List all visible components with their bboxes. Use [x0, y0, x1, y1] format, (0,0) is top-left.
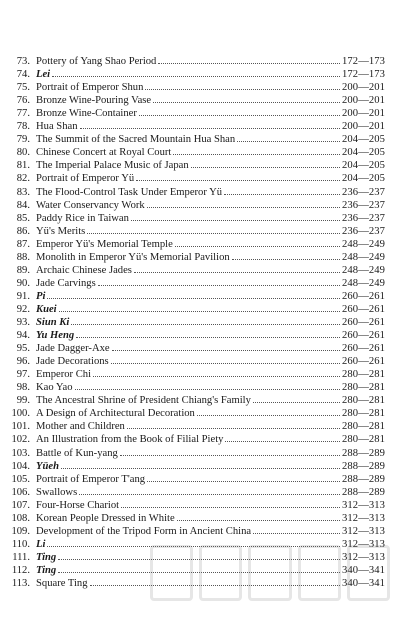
entry-pages: 312—313	[342, 551, 386, 563]
entry-number: 103.	[11, 447, 30, 459]
entry-title-wrap	[36, 394, 340, 407]
entry-title: Bronze Wine-Container	[36, 108, 137, 120]
dot-leader	[197, 407, 340, 416]
list-item	[0, 251, 412, 264]
entry-pages: 340—341	[342, 564, 386, 576]
entry-number: 81.	[16, 160, 30, 172]
entry-number: 95.	[16, 343, 30, 355]
entry-title-wrap	[36, 290, 340, 303]
entry-title-wrap	[36, 68, 340, 81]
dot-leader	[71, 316, 340, 325]
entry-title-wrap	[36, 433, 340, 446]
entry-title-wrap	[36, 159, 340, 172]
entry-pages: 200—201	[342, 95, 386, 107]
list-item	[0, 486, 412, 499]
entry-number: 83.	[16, 186, 30, 198]
entry-pages: 288—289	[342, 486, 386, 498]
entry-title-wrap	[36, 420, 340, 433]
list-item	[0, 68, 412, 81]
dot-leader	[93, 368, 340, 377]
list-item	[0, 381, 412, 394]
entry-title: Swallows	[36, 486, 78, 498]
dot-leader	[79, 486, 340, 495]
entry-title-wrap	[36, 316, 340, 329]
entry-title: Kao Yao	[36, 382, 73, 394]
list-item	[0, 277, 412, 290]
entry-title-wrap	[36, 94, 340, 107]
entry-number: 86.	[16, 225, 30, 237]
entry-title: Square Ting	[36, 578, 88, 589]
entry-pages: 204—205	[342, 160, 386, 172]
entry-number: 99.	[16, 395, 30, 407]
list-item	[0, 329, 412, 342]
entry-number: 97.	[16, 369, 30, 381]
list-item	[0, 172, 412, 185]
list-item	[0, 81, 412, 94]
watermark-glyph	[150, 545, 193, 601]
dot-leader	[225, 433, 340, 442]
entry-title: Jade Dagger-Axe	[36, 343, 110, 355]
entry-pages: 200—201	[342, 108, 386, 120]
entry-number: 102.	[11, 434, 30, 446]
entry-title: The Imperial Palace Music of Japan	[36, 160, 189, 172]
entry-title: Monolith in Emperor Yü's Memorial Pavilion	[36, 251, 230, 263]
entry-number: 90.	[16, 277, 30, 289]
entry-title-wrap	[36, 120, 340, 133]
entry-number: 104.	[11, 460, 30, 472]
entry-title-wrap	[36, 133, 340, 146]
entry-title: Yüeh	[36, 460, 59, 472]
entry-title: Korean People Dressed in White	[36, 512, 175, 524]
dot-leader	[232, 251, 340, 260]
dot-leader	[98, 277, 340, 286]
entry-number: 76.	[16, 95, 30, 107]
entry-title: Jade Decorations	[36, 356, 109, 368]
entry-title-wrap	[36, 329, 340, 342]
list-item	[0, 264, 412, 277]
entry-number: 108.	[11, 512, 30, 524]
entry-number: 94.	[16, 330, 30, 342]
list-item	[0, 394, 412, 407]
entry-title: Water Conservancy Work	[36, 199, 145, 211]
dot-leader	[80, 120, 341, 129]
entry-title-wrap	[36, 199, 340, 212]
entry-title-wrap	[36, 460, 340, 473]
dot-leader	[127, 420, 340, 429]
entry-pages: 288—289	[342, 473, 386, 485]
dot-leader	[224, 186, 340, 195]
entry-title-wrap	[36, 447, 340, 460]
dot-leader	[139, 107, 340, 116]
entry-title: Portrait of Emperor Shun	[36, 82, 144, 94]
list-item	[0, 512, 412, 525]
entry-title: The Flood-Control Task Under Emperor Yü	[36, 186, 223, 198]
entry-number: 85.	[16, 212, 30, 224]
entry-number: 113.	[11, 578, 30, 589]
entry-title-wrap	[36, 251, 340, 264]
dot-leader	[121, 499, 340, 508]
entry-title: Ting	[36, 564, 57, 576]
dot-leader	[134, 264, 340, 273]
list-item	[0, 107, 412, 120]
entry-number: 109.	[11, 525, 30, 537]
entry-pages: 312—313	[342, 525, 386, 537]
entry-pages: 172—173	[342, 56, 386, 67]
entry-number: 110.	[11, 538, 30, 550]
entry-pages: 288—289	[342, 460, 386, 472]
entry-title: Pottery of Yang Shao Period	[36, 56, 157, 67]
entry-pages: 200—201	[342, 121, 386, 133]
list-item	[0, 460, 412, 473]
entry-title-wrap	[36, 407, 340, 420]
dot-leader	[75, 381, 341, 390]
entry-title: Yu Heng	[36, 330, 75, 342]
list-item	[0, 473, 412, 486]
entry-title-wrap	[36, 381, 340, 394]
entry-pages: 280—281	[342, 382, 386, 394]
dot-leader	[191, 159, 340, 168]
entry-pages: 172—173	[342, 69, 386, 81]
list-item	[0, 225, 412, 238]
entry-pages: 280—281	[342, 369, 386, 381]
list-item	[0, 447, 412, 460]
list-item	[0, 355, 412, 368]
entry-title-wrap	[36, 303, 340, 316]
entry-title: Emperor Chi	[36, 369, 92, 381]
entry-pages: 260—261	[342, 303, 386, 315]
dot-leader	[158, 55, 340, 64]
entry-title: A Design of Architectural Decoration	[36, 408, 195, 420]
dot-leader	[112, 342, 340, 351]
dot-leader	[52, 68, 340, 77]
entry-pages: 236—237	[342, 212, 386, 224]
watermark-glyph	[199, 545, 242, 601]
entry-title-wrap	[36, 186, 340, 199]
list-item	[0, 368, 412, 381]
entry-pages: 260—261	[342, 343, 386, 355]
list-item	[0, 342, 412, 355]
list-item	[0, 146, 412, 159]
list-item	[0, 433, 412, 446]
dot-leader	[177, 512, 340, 521]
entry-pages: 236—237	[342, 225, 386, 237]
list-item	[0, 420, 412, 433]
entry-title: Portrait of Emperor T'ang	[36, 473, 146, 485]
entry-pages: 280—281	[342, 421, 386, 433]
entry-number: 100.	[11, 408, 30, 420]
entry-number: 87.	[16, 238, 30, 250]
entry-title-wrap	[36, 238, 340, 251]
entry-pages: 312—313	[342, 538, 386, 550]
entry-number: 79.	[16, 134, 30, 146]
dot-leader	[47, 290, 340, 299]
entry-title: Pi	[36, 290, 46, 302]
list-item	[0, 407, 412, 420]
entry-pages: 260—261	[342, 290, 386, 302]
list-item	[0, 316, 412, 329]
entry-number: 74.	[16, 69, 30, 81]
entry-title: Lei	[36, 69, 51, 81]
entry-number: 112.	[11, 564, 30, 576]
entry-title: The Ancestral Shrine of President Chiang's Family	[36, 395, 251, 407]
entry-pages: 248—249	[342, 277, 386, 289]
entry-title-wrap	[36, 81, 340, 94]
dot-leader	[147, 473, 340, 482]
entry-title: Siun Ki	[36, 317, 70, 328]
entry-title: Paddy Rice in Taiwan	[36, 212, 129, 224]
entry-pages: 280—281	[342, 395, 386, 407]
entry-title: Bronze Wine-Pouring Vase	[36, 95, 152, 107]
entry-pages: 280—281	[342, 408, 386, 420]
entry-number: 88.	[16, 251, 30, 263]
dot-leader	[153, 94, 340, 103]
entry-number: 105.	[11, 473, 30, 485]
entry-title-wrap	[36, 512, 340, 525]
watermark	[150, 545, 390, 605]
entry-title-wrap	[36, 146, 340, 159]
entry-title-wrap	[36, 55, 340, 68]
entry-title: The Summit of the Sacred Mountain Hua Shan	[36, 134, 236, 146]
entry-pages: 280—281	[342, 434, 386, 446]
entry-title: Archaic Chinese Jades	[36, 264, 132, 276]
dot-leader	[59, 303, 340, 312]
entry-pages: 260—261	[342, 356, 386, 368]
entry-number: 80.	[16, 147, 30, 159]
entry-title: Four-Horse Chariot	[36, 499, 120, 511]
entry-pages: 340—341	[342, 578, 386, 589]
dot-leader	[147, 199, 340, 208]
entry-title: Li	[36, 538, 46, 550]
entry-number: 82.	[16, 173, 30, 185]
dot-leader	[111, 355, 340, 364]
entry-title-wrap	[36, 264, 340, 277]
entry-pages: 288—289	[342, 447, 386, 459]
entry-number: 101.	[11, 421, 30, 433]
list-item	[0, 55, 412, 68]
entry-title-wrap	[36, 212, 340, 225]
dot-leader	[253, 525, 340, 534]
dot-leader	[120, 447, 340, 456]
entry-pages: 204—205	[342, 173, 386, 185]
entry-pages: 204—205	[342, 147, 386, 159]
entry-number: 78.	[16, 121, 30, 133]
entry-number: 96.	[16, 356, 30, 368]
dot-leader	[136, 172, 340, 181]
entry-pages: 204—205	[342, 134, 386, 146]
entry-pages: 260—261	[342, 317, 386, 328]
entry-number: 106.	[11, 486, 30, 498]
list-item	[0, 212, 412, 225]
entry-number: 92.	[16, 303, 30, 315]
dot-leader	[61, 460, 340, 469]
dot-leader	[237, 133, 340, 142]
entry-title: Jade Carvings	[36, 277, 96, 289]
list-item	[0, 238, 412, 251]
entry-title-wrap	[36, 486, 340, 499]
entry-title-wrap	[36, 172, 340, 185]
entry-title-wrap	[36, 342, 340, 355]
entry-number: 91.	[16, 290, 30, 302]
entry-title: Hua Shan	[36, 121, 78, 133]
entry-number: 77.	[16, 108, 30, 120]
entry-pages: 248—249	[342, 264, 386, 276]
entry-pages: 260—261	[342, 330, 386, 342]
entry-title-wrap	[36, 277, 340, 290]
entry-number: 111.	[12, 551, 30, 563]
entry-title: Battle of Kun-yang	[36, 447, 118, 459]
entry-title-wrap	[36, 368, 340, 381]
list-item	[0, 186, 412, 199]
dot-leader	[173, 146, 340, 155]
entry-title-wrap	[36, 225, 340, 238]
entry-number: 89.	[16, 264, 30, 276]
list-item	[0, 199, 412, 212]
list-item	[0, 525, 412, 538]
entry-number: 107.	[11, 499, 30, 511]
entry-number: 75.	[16, 82, 30, 94]
entry-pages: 248—249	[342, 251, 386, 263]
list-item	[0, 120, 412, 133]
entry-title-wrap	[36, 355, 340, 368]
list-item	[0, 290, 412, 303]
dot-leader	[131, 212, 340, 221]
entry-title-wrap	[36, 473, 340, 486]
entry-pages: 200—201	[342, 82, 386, 94]
watermark-glyph	[347, 545, 390, 601]
entry-title-wrap	[36, 107, 340, 120]
entry-pages: 248—249	[342, 238, 386, 250]
entry-title: Kuei	[36, 303, 57, 315]
dot-leader	[253, 394, 340, 403]
entry-title: Development of the Tripod Form in Ancient China	[36, 525, 252, 537]
entry-title: Ting	[36, 551, 57, 563]
entry-number: 73.	[16, 56, 30, 67]
entry-title: Yü's Merits	[36, 225, 86, 237]
entry-title-wrap	[36, 499, 340, 512]
entry-title: Portrait of Emperor Yü	[36, 173, 135, 185]
entry-title: Emperor Yü's Memorial Temple	[36, 238, 173, 250]
watermark-glyph	[248, 545, 291, 601]
dot-leader	[145, 81, 340, 90]
entry-title: An Illustration from the Book of Filial Piety	[36, 434, 224, 446]
list-item	[0, 94, 412, 107]
entry-title: Mother and Children	[36, 421, 125, 433]
list-item	[0, 499, 412, 512]
entry-number: 93.	[16, 317, 30, 328]
entry-number: 98.	[16, 382, 30, 394]
list-item	[0, 303, 412, 316]
list-item	[0, 159, 412, 172]
entry-title-wrap	[36, 525, 340, 538]
watermark-glyph	[298, 545, 341, 601]
entry-number: 84.	[16, 199, 30, 211]
dot-leader	[87, 225, 340, 234]
entry-pages: 312—313	[342, 499, 386, 511]
entry-title: Chinese Concert at Royal Court	[36, 147, 172, 159]
entry-pages: 312—313	[342, 512, 386, 524]
dot-leader	[76, 329, 340, 338]
dot-leader	[175, 238, 340, 247]
entry-pages: 236—237	[342, 199, 386, 211]
list-item	[0, 133, 412, 146]
entry-pages: 236—237	[342, 186, 386, 198]
